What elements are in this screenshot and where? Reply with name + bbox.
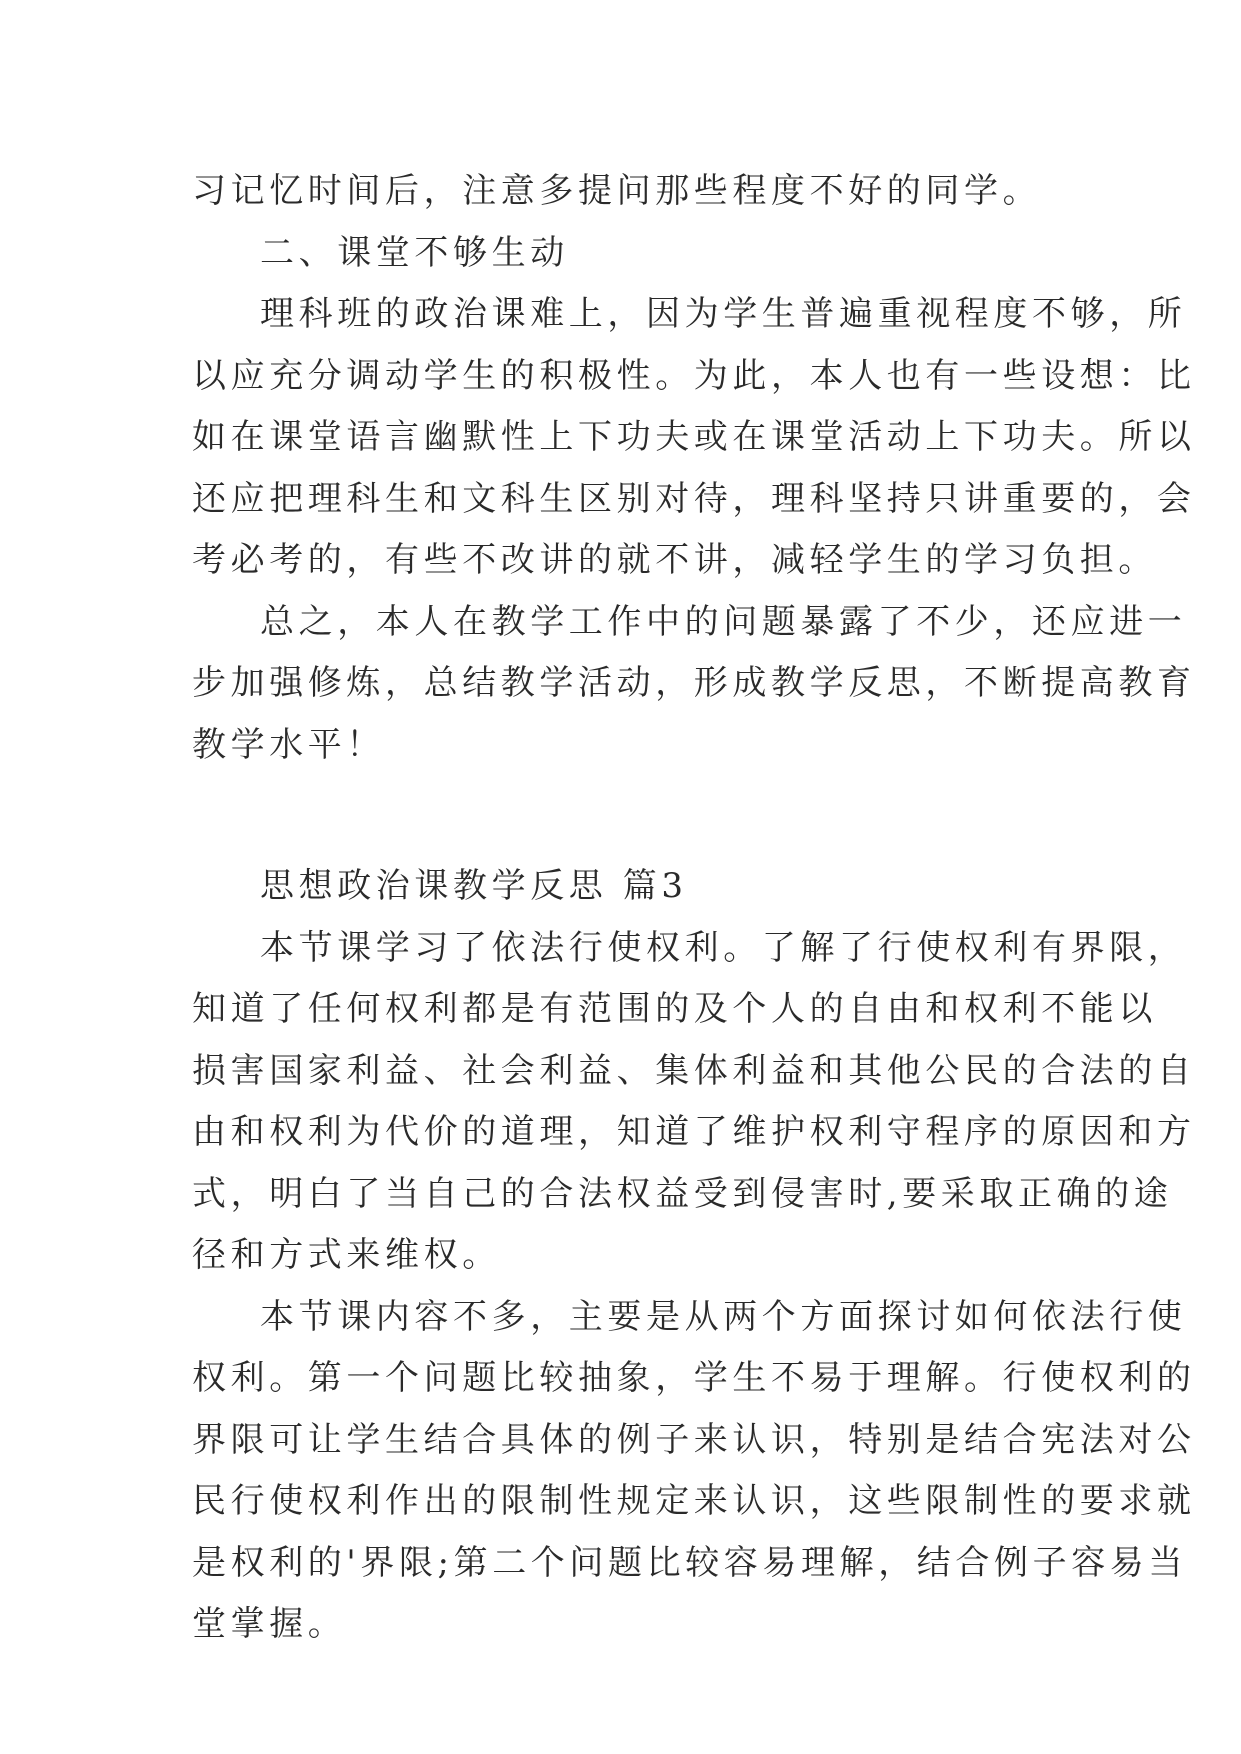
paragraph-line: 是权利的'界限;第二个问题比较容易理解，结合例子容易当: [192, 1542, 1187, 1583]
paragraph-line: 堂掌握。: [192, 1604, 347, 1644]
paragraph-line: 考必考的，有些不改讲的就不讲，减轻学生的学习负担。: [192, 540, 1157, 580]
paragraph-line: 径和方式来维权。: [192, 1235, 501, 1275]
section-spacer: [192, 776, 1062, 856]
paragraph-line: 以应充分调动学生的积极性。为此，本人也有一些设想：比: [192, 355, 1196, 396]
document-body: [192, 161, 1196, 1656]
paragraph-line: 权利。第一个问题比较抽象，学生不易于理解。行使权利的: [192, 1358, 1196, 1398]
paragraph-line: 界限可让学生结合具体的例子来认识，特别是结合宪法对公: [192, 1419, 1196, 1460]
paragraph-line: 损害国家利益、社会利益、集体利益和其他公民的合法的自: [192, 1050, 1196, 1091]
section-heading: 二、课堂不够生动: [260, 232, 569, 273]
paragraph-line: 教学水平！: [192, 724, 385, 765]
paragraph-line: 本节课学习了依法行使权利。了解了行使权利有界限，: [260, 927, 1187, 968]
paragraph-line: 步加强修炼，总结教学活动，形成教学反思，不断提高教育: [192, 663, 1196, 703]
paragraph-line: 总之，本人在教学工作中的问题暴露了不少，还应进一: [260, 601, 1187, 642]
paragraph-line: 由和权利为代价的道理，知道了维护权利守程序的原因和方: [192, 1112, 1196, 1152]
paragraph-line: 理科班的政治课难上，因为学生普遍重视程度不够，所: [260, 294, 1187, 334]
paragraph-line: 式，明白了当自己的合法权益受到侵害时,要采取正确的途: [192, 1173, 1173, 1214]
paragraph-line: 知道了任何权利都是有范围的及个人的自由和权利不能以: [192, 989, 1157, 1029]
paragraph-line: 习记忆时间后，注意多提问那些程度不好的同学。: [192, 171, 1042, 211]
paragraph-line: 民行使权利作出的限制性规定来认识，这些限制性的要求就: [192, 1481, 1196, 1521]
paragraph-line: 本节课内容不多，主要是从两个方面探讨如何依法行使: [260, 1296, 1187, 1337]
paragraph-line: 如在课堂语言幽默性上下功夫或在课堂活动上下功夫。所以: [192, 417, 1196, 457]
article-title: 思想政治课教学反思 篇3: [260, 866, 688, 906]
paragraph-line: 还应把理科生和文科生区别对待，理科坚持只讲重要的，会: [192, 478, 1196, 519]
